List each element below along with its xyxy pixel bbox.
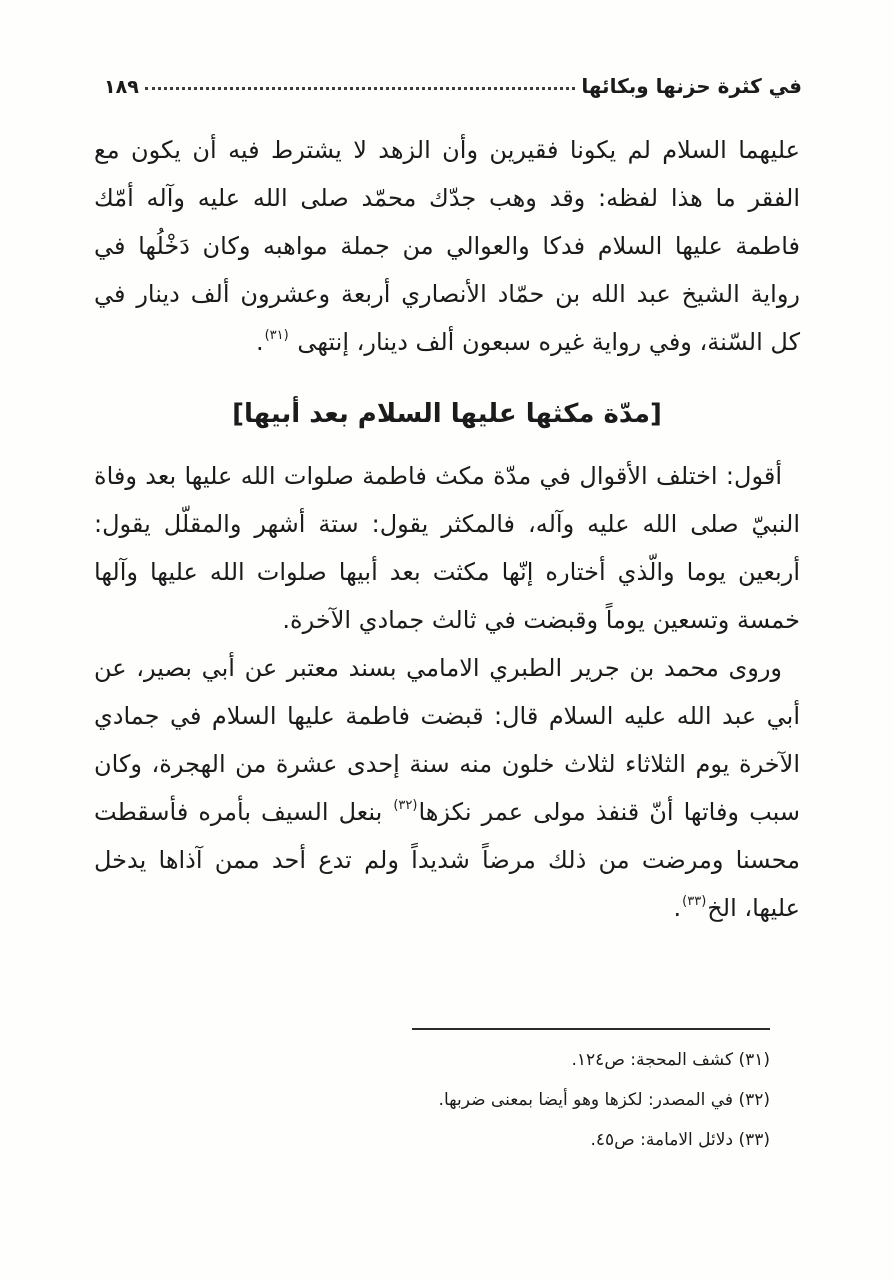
footnote-32: (٣٢) في المصدر: لكزها وهو أيضا بمعنى ضربها. — [438, 1090, 770, 1110]
paragraph-continuation: عليهما السلام لم يكونا فقيرين وأن الزهد لا يشترط فيه أن يكون مع الفقر ما هذا لفظه: وقد وهب جدّك محمّد صلى الله عليه وآله أمّك فاطمة عليها السلام فدكا والعوالي من جملة مواهبه وكان دَخْلُها في رواية الشيخ عبد الله بن حمّاد الأنصاري أربعة وعشرون ألف دينار في كل السّنة، وفي رواية غيره سبعون ألف دينار، إنتهى $^{(٣١)}$. — [94, 136, 800, 356]
footnotes-block — [412, 1028, 770, 1160]
section-heading: [مدّة مكثها عليها السلام بعد أبيها] — [232, 399, 662, 429]
running-title: في كثرة حزنها وبكائها — [581, 74, 802, 98]
page-number: ١٨٩ — [104, 76, 139, 98]
page-header — [104, 74, 802, 99]
page-body — [94, 126, 800, 932]
paragraph-tabari-riwaya: وروى محمد بن جرير الطبري الامامي بسند معتبر عن أبي بصير، عن أبي عبد الله عليه السلام قال: قبضت فاطمة عليها السلام في جمادي الآخرة يوم الثلاثاء لثلاث خلون منه سنة إحدى عشرة من الهجرة، وكان سبب وفاتها أنّ قنفذ مولى عمر نكزها$^{(٣٢)}$ بنعل السيف بأمره فأسقطت محسنا ومرضت من ذلك مرضاً شديداً ولم تدع أحد ممن آذاها يدخل عليها، الخ$^{(٣٣)}$. — [94, 654, 800, 922]
footnote-separator — [412, 1028, 770, 1030]
footnote-33: (٣٣) دلائل الامامة: ص٤٥. — [590, 1130, 770, 1150]
footnote-31: (٣١) كشف المحجة: ص١٢٤. — [571, 1050, 770, 1070]
paragraph-aqwal: أقول: اختلف الأقوال في مدّة مكث فاطمة صلوات الله عليها بعد وفاة النبيّ صلى الله عليه وآله، فالمكثر يقول: ستة أشهر والمقلّل يقول: أربعين يوما والّذي أختاره إنّها مكثت بعد أبيها صلوات الله عليها وآلها خمسة وتسعين يوماً وقبضت في ثالث جمادي الآخرة. — [94, 462, 800, 634]
dot-leader — [145, 87, 576, 90]
